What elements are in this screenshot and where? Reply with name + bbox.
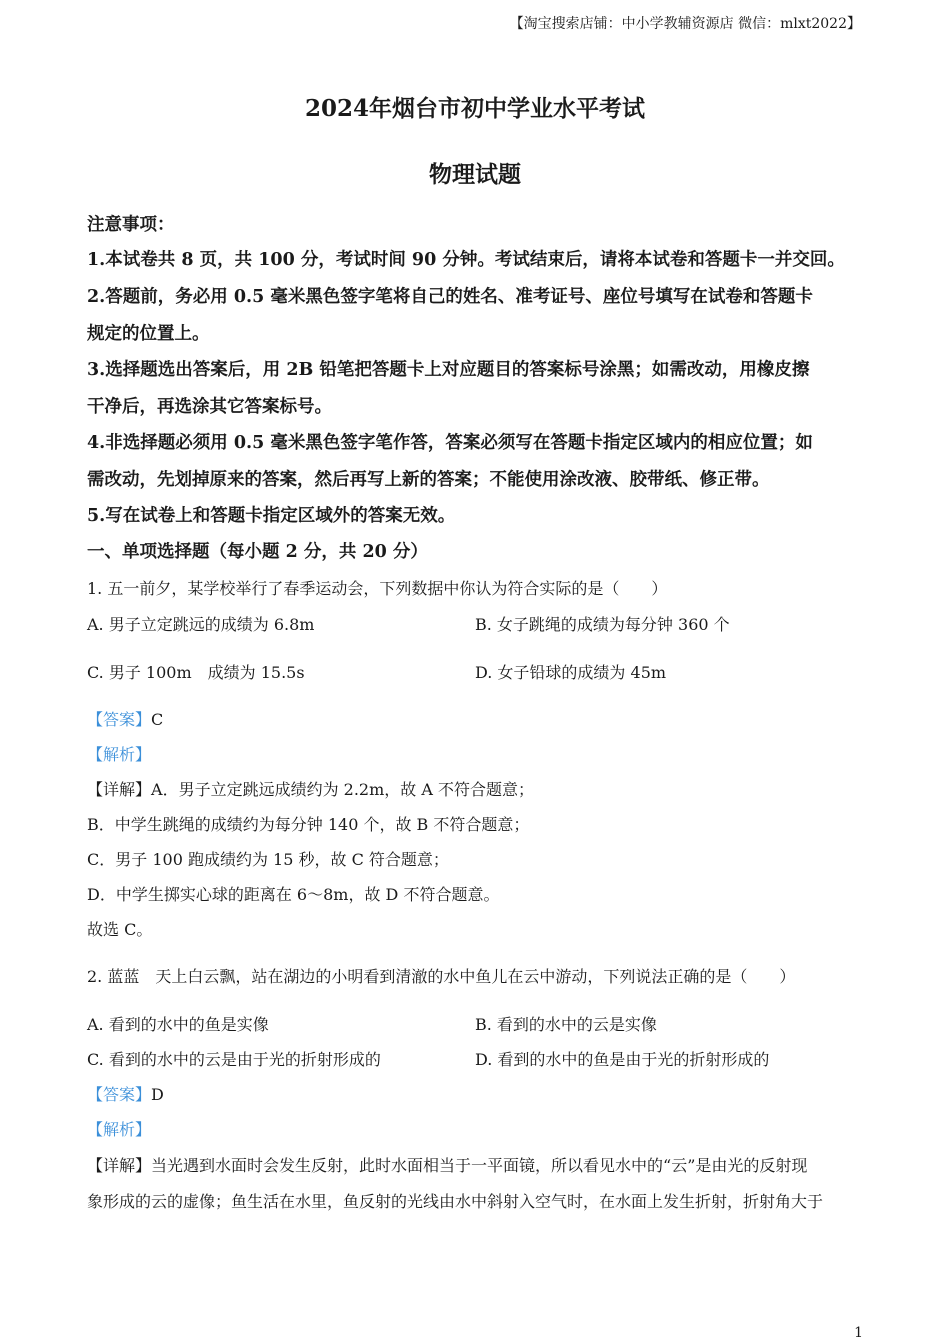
detail-line: D．中学生掷实心球的距离在 6～8m，故 D 不符合题意。 xyxy=(87,885,500,904)
option-d: D. 看到的水中的鱼是由于光的折射形成的 xyxy=(475,1050,770,1069)
header-note: 【淘宝搜索店铺：中小学教辅资源店 微信：mlxt2022】 xyxy=(509,16,861,32)
detail-line xyxy=(87,777,534,800)
option-c: C. 看到的水中的云是由于光的折射形成的 xyxy=(87,1050,381,1069)
answer-line xyxy=(87,707,163,730)
detail-line: B．中学生跳绳的成绩约为每分钟 140 个，故 B 不符合题意； xyxy=(87,815,530,834)
answer-line xyxy=(87,1082,164,1105)
option-d: D. 女子铅球的成绩为 45m xyxy=(475,663,667,682)
notice-line: 需改动，先划掉原来的答案，然后再写上新的答案；不能使用涂改液、胶带纸、修正带。 xyxy=(87,470,770,490)
detail-tag: 【详解】 xyxy=(87,780,152,799)
notice-line: 2.答题前，务必用 0.5 毫米黑色签字笔将自己的姓名、准考证号、座位号填写在试卷和答题卡 xyxy=(87,287,813,307)
answer-value: D xyxy=(151,1085,164,1104)
notice-heading: 注意事项： xyxy=(87,215,175,235)
detail-line: 故选 C。 xyxy=(87,920,153,939)
option-b: B. 看到的水中的云是实像 xyxy=(475,1015,657,1034)
answer-value: C xyxy=(151,710,164,729)
notice-line: 4.非选择题必须用 0.5 毫米黑色签字笔作答，答案必须写在答题卡指定区域内的相应位置；如 xyxy=(87,433,813,453)
answer-tag: 【答案】 xyxy=(87,710,152,729)
notice-line: 规定的位置上。 xyxy=(87,324,210,344)
page-number: 1 xyxy=(854,1325,863,1341)
notice-line: 5.写在试卷上和答题卡指定区域外的答案无效。 xyxy=(87,506,456,526)
analysis-tag: 【解析】 xyxy=(87,1120,152,1139)
question-stem: 1. 五一前夕，某学校举行了春季运动会，下列数据中你认为符合实际的是（ ） xyxy=(87,579,668,598)
notice-line: 干净后，再选涂其它答案标号。 xyxy=(87,397,332,417)
detail-text: 当光遇到水面时会发生反射，此时水面相当于一平面镜，所以看见水中的“云”是由光的反射现 xyxy=(151,1156,808,1175)
detail-tag: 【详解】 xyxy=(87,1156,152,1175)
exam-title: 2024年烟台市初中学业水平考试 xyxy=(304,95,645,122)
section-heading: 一、单项选择题（每小题 2 分，共 20 分） xyxy=(87,542,428,562)
detail-line: C．男子 100 跑成绩约为 15 秒，故 C 符合题意； xyxy=(87,850,449,869)
detail-text: A．男子立定跳远成绩约为 2.2m，故 A 不符合题意； xyxy=(151,780,535,799)
option-a: A. 看到的水中的鱼是实像 xyxy=(87,1015,269,1034)
detail-line: 象形成的云的虚像；鱼生活在水里，鱼反射的光线由水中斜射入空气时，在水面上发生折射，折射角大于 xyxy=(87,1192,824,1211)
notice-line: 3.选择题选出答案后，用 2B 铅笔把答题卡上对应题目的答案标号涂黑；如需改动，用橡皮擦 xyxy=(87,360,810,380)
question-stem: 2. 蓝蓝 天上白云飘，站在湖边的小明看到清澈的水中鱼儿在云中游动，下列说法正确的是（ ） xyxy=(87,967,796,986)
option-b: B. 女子跳绳的成绩为每分钟 360 个 xyxy=(475,615,730,634)
option-a: A. 男子立定跳远的成绩为 6.8m xyxy=(87,615,315,634)
exam-subject: 物理试题 xyxy=(429,161,521,188)
answer-tag: 【答案】 xyxy=(87,1085,152,1104)
detail-line xyxy=(87,1153,807,1176)
analysis-tag: 【解析】 xyxy=(87,745,152,764)
option-c: C. 男子 100m 成绩为 15.5s xyxy=(87,663,305,682)
notice-line: 1.本试卷共 8 页，共 100 分，考试时间 90 分钟。考试结束后，请将本试卷和答题卡一并交回。 xyxy=(87,250,845,270)
